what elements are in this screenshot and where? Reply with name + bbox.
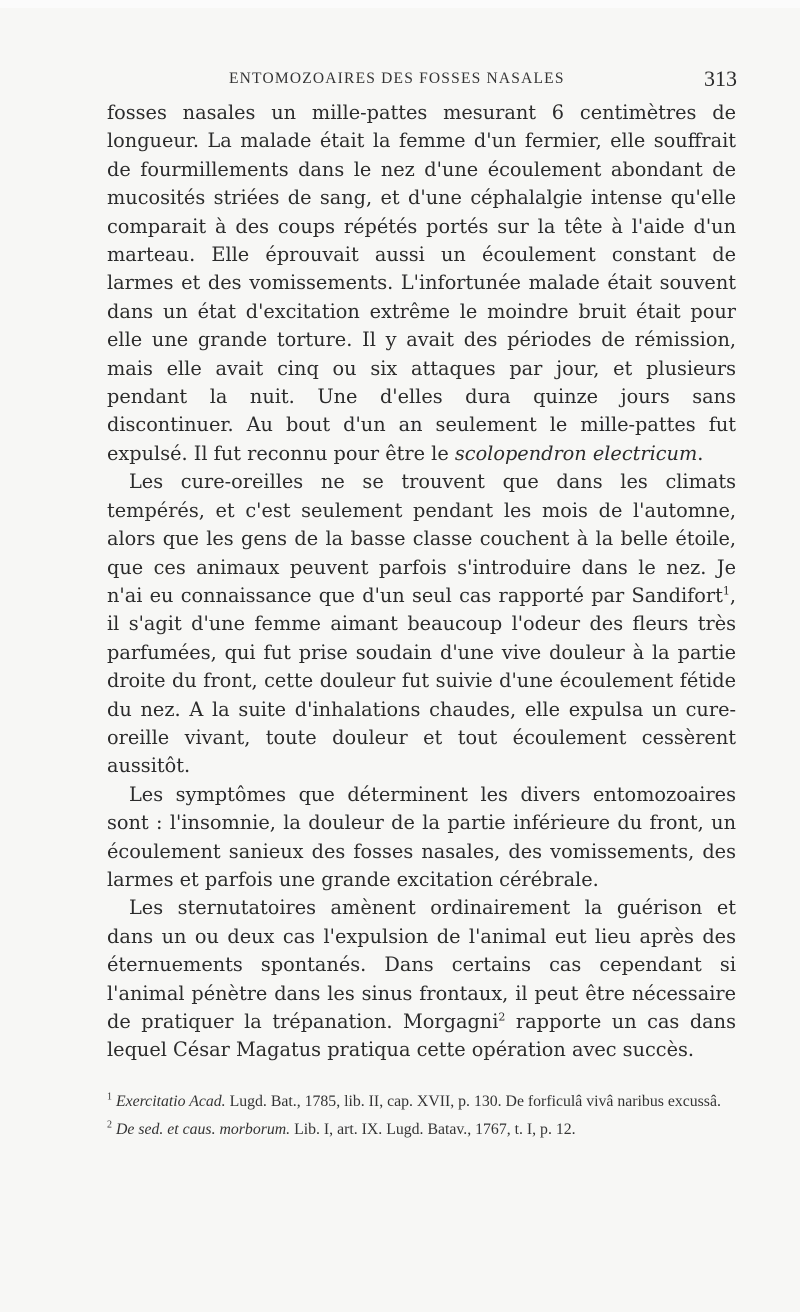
- footnote-mark: 2: [107, 1119, 112, 1131]
- footnote-1: [107, 1090, 736, 1114]
- footnotes: [107, 1090, 736, 1146]
- footnote-2: [107, 1118, 736, 1142]
- paragraph-3: Les symptômes que déterminent les divers entomozoaires sont : l'insomnie, la douleur de la partie inférieure du front, un écoulement sanieux des fosses nasales, des vomissements, des larmes et parfois une grande excitation cérébrale.: [107, 782, 736, 891]
- paragraph-1-text: fosses nasales un mille-pattes mesurant 6 centimètres de longueur. La malade était la femme d'un fermier, elle souffrait de fourmillements dans le nez d'une écoulement abondant de mucosités striées de sang, et d'une céphalalgie intense qu'elle comparait à des coups répétés portés sur la tête à l'aide d'un marteau. Elle éprouvait aussi un écoulement constant de larmes et des vomissements. L'infortunée malade était souvent dans un état d'excitation extrême le moindre bruit était pour elle une grande torture. Il y avait des périodes de rémission, mais elle avait cinq ou six attaques par jour, et plusieurs pendant la nuit. Une d'elles dura quinze jours sans discontinuer. Au bout d'un an seulement le mille-pattes fut expulsé. Il fut reconnu pour être le: [107, 101, 736, 465]
- footnote-title: De sed. et caus. morborum.: [115, 1121, 291, 1138]
- page-number: 313: [704, 66, 737, 91]
- paragraph-2-text-a: Les cure-oreilles ne se trouvent que dans les climats tempérés, et c'est seulement pendant les mois de l'automne, alors que les gens de la basse classe couchent à la belle étoile, que ces animaux peuvent parfois s'introduire dans le nez. Je n'ai eu connaissance que d'un seul cas rapporté par Sandifort: [107, 470, 736, 607]
- footnote-ref-1: 1: [722, 584, 730, 598]
- running-head: [97, 66, 737, 96]
- paragraph-4: [107, 894, 736, 1064]
- footnote-text: Lugd. Bat., 1785, lib. II, cap. XVII, p. 130. De forficulâ vivâ naribus excussâ.: [225, 1093, 721, 1110]
- paragraph-1: [107, 99, 736, 468]
- page-edge: [0, 0, 800, 8]
- paragraph-4-text-a: Les sternutatoires amènent ordinairement la guérison et dans un ou deux cas l'expulsion de l'animal eut lieu après des éternuements spontanés. Dans certains cas cependant si l'animal pénètre dans les sinus frontaux, il peut être nécessaire de pratiquer la trépanation. Morgagni: [107, 896, 736, 1033]
- species-name: scolopendron electricum: [454, 441, 698, 465]
- footnote-mark: 1: [107, 1091, 112, 1103]
- paragraph-4-text-b: rapporte un cas dans lequel César Magatus pratiqua cette opération avec succès.: [107, 1010, 736, 1062]
- footnote-ref-2: 2: [498, 1010, 506, 1024]
- paragraph-1-end: .: [697, 441, 704, 465]
- paragraph-2: [107, 468, 736, 780]
- running-title: ENTOMOZOAIRES DES FOSSES NASALES: [229, 70, 565, 87]
- footnote-title: Exercitatio Acad.: [115, 1093, 226, 1110]
- body-text: [107, 99, 736, 1065]
- paragraph-2-text-b: , il s'agit d'une femme aimant beaucoup l'odeur des fleurs très parfumées, qui fut prise soudain d'une vive douleur à la partie droite du front, cette douleur fut suivie d'une écoulement fétide du nez. A la suite d'inhalations chaudes, elle expulsa un cure-oreille vivant, toute douleur et tout écoulement cessèrent aussitôt.: [107, 583, 736, 778]
- footnote-text: Lib. I, art. IX. Lugd. Batav., 1767, t. I, p. 12.: [290, 1121, 576, 1138]
